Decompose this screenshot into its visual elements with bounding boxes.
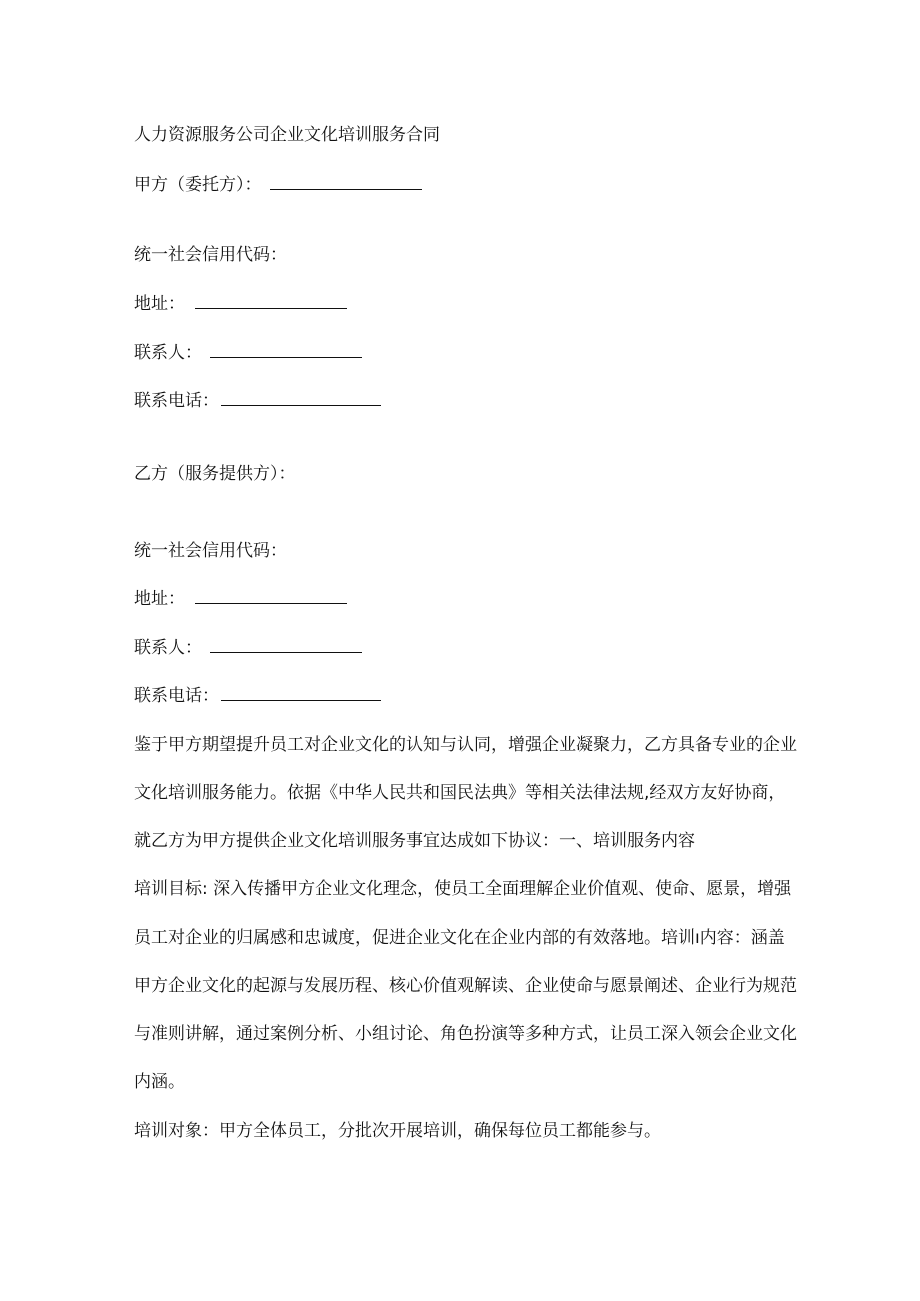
party-a-contact-line bbox=[134, 342, 362, 364]
party-b-credit-code: 统一社会信用代码： bbox=[134, 541, 287, 561]
document-title: 人力资源服务公司企业文化培训服务合同 bbox=[134, 125, 440, 145]
preamble-line-3: 就乙方为甲方提供企业文化培训服务事宜达成如下协议：一、培训服务内容 bbox=[134, 831, 695, 851]
party-b-contact-line bbox=[134, 637, 362, 659]
body-line-5: 内涵。 bbox=[134, 1072, 185, 1092]
party-b-contact-label: 联系人： bbox=[134, 638, 202, 658]
body-line-2: 员工对企业的归属感和忠诚度，促进企业文化在企业内部的有效落地。培训ı内容：涵盖 bbox=[134, 928, 785, 948]
party-a-heading: 甲方（委托方）： bbox=[134, 175, 262, 195]
party-b-address-blank bbox=[195, 589, 347, 604]
party-a-contact-blank bbox=[210, 343, 362, 358]
party-a-address-blank bbox=[195, 294, 347, 309]
body-line-4: 与准则讲解，通过案例分析、小组讨论、角色扮演等多种方式，让员工深入领会企业文化 bbox=[134, 1024, 797, 1044]
party-a-line bbox=[134, 174, 422, 196]
body-line-1: 培训目标: 深入传播甲方企业文化理念，使员工全面理解企业价值观、使命、愿景，增强 bbox=[134, 879, 792, 899]
party-a-phone-blank bbox=[221, 391, 381, 406]
party-b-phone-blank bbox=[221, 686, 381, 701]
party-b-phone-line bbox=[134, 685, 381, 707]
party-b-address-line bbox=[134, 588, 347, 610]
party-b-phone-label: 联系电话： bbox=[134, 686, 219, 706]
party-a-address-label: 地址： bbox=[134, 294, 185, 314]
training-target-line: 培训对象：甲方全体员工，分批次开展培训，确保每位员工都能参与。 bbox=[134, 1121, 661, 1141]
party-a-name-blank bbox=[270, 175, 422, 190]
party-a-phone-line bbox=[134, 390, 381, 412]
preamble-line-1: 鉴于甲方期望提升员工对企业文化的认知与认同，增强企业凝聚力，乙方具备专业的企业 bbox=[134, 735, 797, 755]
preamble-line-2: 文化培训服务能力。依据《中华人民共和国民法典》等相关法律法规,经双方友好协商， bbox=[134, 783, 786, 803]
party-a-phone-label: 联系电话： bbox=[134, 391, 219, 411]
party-b-heading: 乙方（服务提供方）： bbox=[134, 464, 296, 484]
body-line-3: 甲方企业文化的起源与发展历程、核心价值观解读、企业使命与愿景阐述、企业行为规范 bbox=[134, 976, 797, 996]
party-a-contact-label: 联系人： bbox=[134, 343, 202, 363]
party-b-contact-blank bbox=[210, 638, 362, 653]
party-a-credit-code: 统一社会信用代码： bbox=[134, 245, 287, 265]
party-a-address-line bbox=[134, 293, 347, 315]
party-b-address-label: 地址： bbox=[134, 589, 185, 609]
